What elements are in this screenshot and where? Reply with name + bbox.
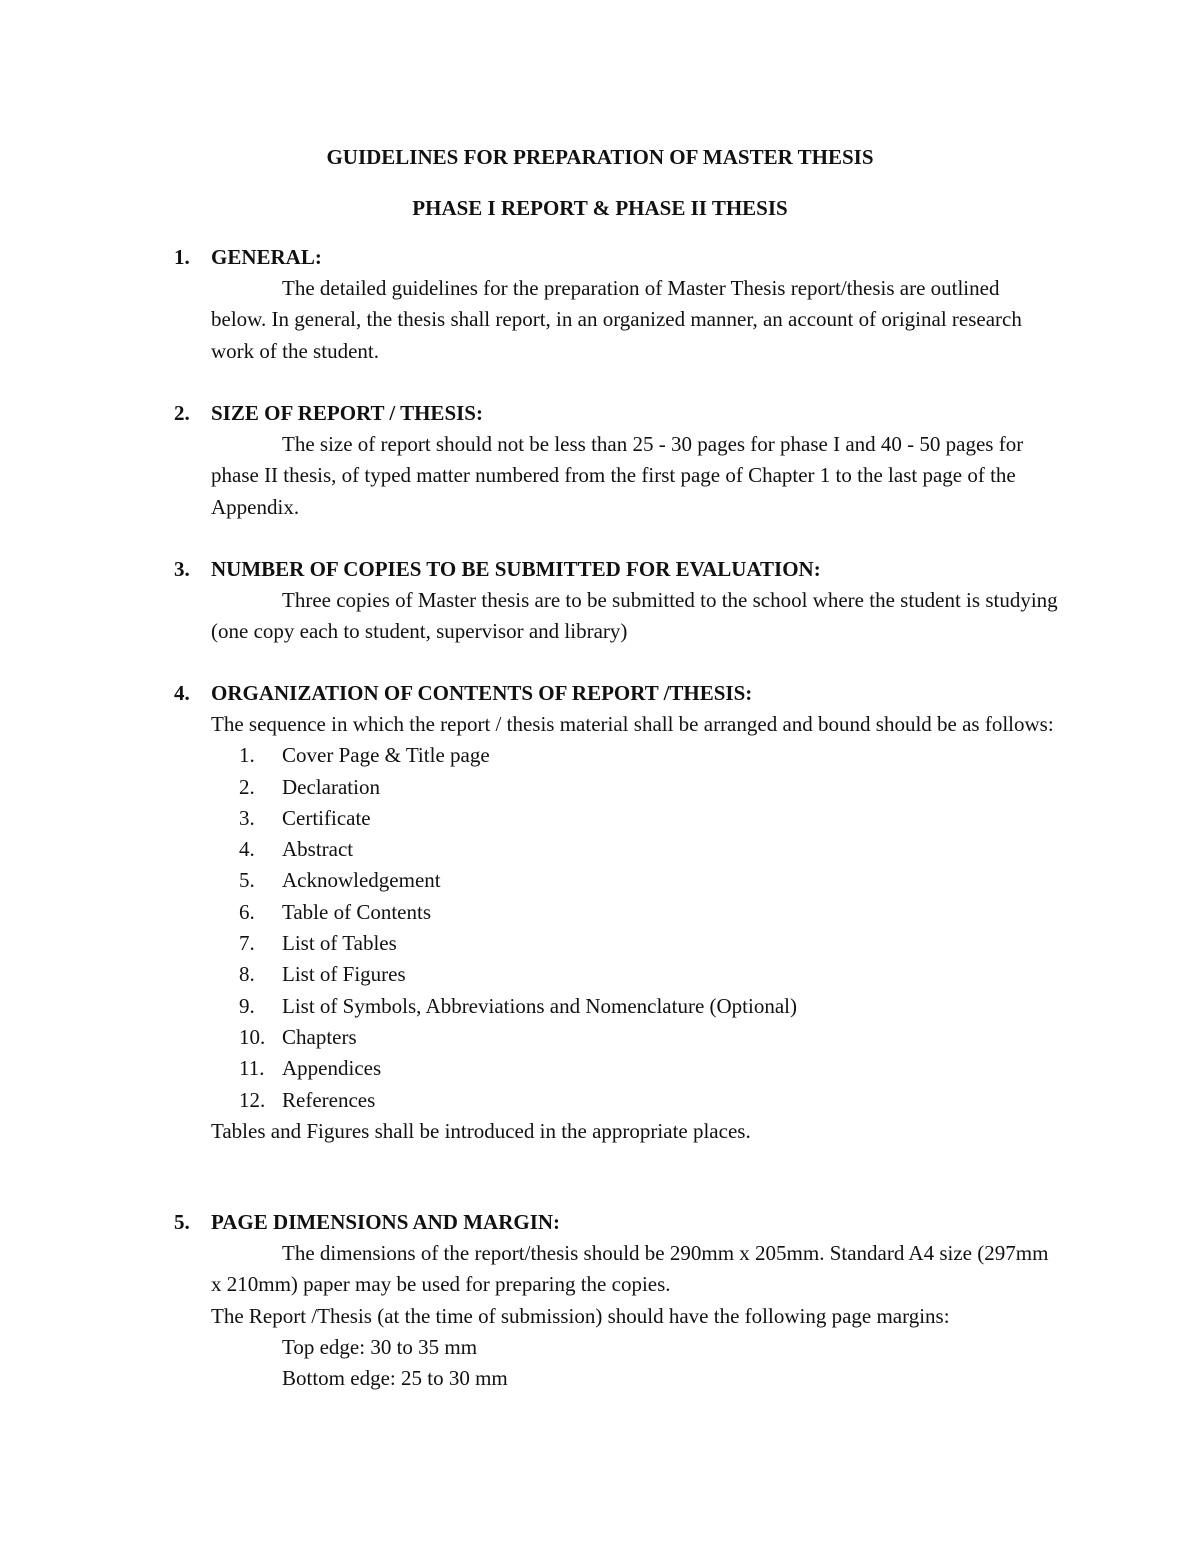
section-heading: [0, 554, 1200, 585]
list-label: References: [282, 1087, 376, 1112]
list-label: List of Symbols, Abbreviations and Nomenclature (Optional): [282, 993, 797, 1018]
section-intro: The sequence in which the report / thesis material shall be arranged and bound should be as follows:: [211, 712, 1054, 736]
section-outro: Tables and Figures shall be introduced in the appropriate places.: [211, 1118, 751, 1143]
list-number: 8.: [239, 962, 255, 987]
list-number: 4.: [239, 837, 255, 862]
list-item: [0, 865, 1200, 896]
section-title: GENERAL:: [211, 245, 322, 269]
section-number: 3.: [174, 557, 190, 581]
list-number: 7.: [239, 931, 255, 956]
section-heading: [0, 1207, 1200, 1238]
list-label: Abstract: [282, 837, 354, 862]
section-title: ORGANIZATION OF CONTENTS OF REPORT /THESIS:: [211, 681, 753, 705]
list-item: [0, 991, 1200, 1022]
section-title: NUMBER OF COPIES TO BE SUBMITTED FOR EVALUATION:: [211, 557, 821, 581]
list-item: [0, 959, 1200, 990]
list-number: 6.: [239, 899, 255, 924]
section-title: SIZE OF REPORT / THESIS:: [211, 401, 483, 425]
section-heading: [0, 242, 1200, 273]
list-number: 12.: [239, 1087, 266, 1112]
list-label: Certificate: [282, 805, 371, 830]
section-paragraph: The size of report should not be less than 25 - 30 pages for phase I and 40 - 50 pages for phase II thesis, of typed matter numbered from the first page of Chapter 1 to the last page of the Appendix.: [211, 432, 1024, 519]
list-item: [0, 772, 1200, 803]
list-item: [0, 803, 1200, 834]
margin-spec: [0, 1363, 1200, 1394]
section-number: 5.: [174, 1210, 190, 1234]
list-number: 3.: [239, 805, 255, 830]
list-label: List of Figures: [282, 962, 406, 987]
list-item: [0, 1053, 1200, 1084]
list-number: 1.: [239, 743, 255, 768]
list-number: 9.: [239, 993, 255, 1018]
section-number: 2.: [174, 401, 190, 425]
list-label: List of Tables: [282, 931, 397, 956]
list-number: 11.: [239, 1056, 265, 1081]
section-number: 4.: [174, 681, 190, 705]
list-label: Chapters: [282, 1024, 357, 1049]
list-item: [0, 740, 1200, 771]
list-number: 2.: [239, 774, 255, 799]
margin-spec-text: Bottom edge: 25 to 30 mm: [282, 1366, 508, 1391]
list-label: Cover Page & Title page: [282, 743, 490, 768]
section-paragraph: Three copies of Master thesis are to be submitted to the school where the student is studying (one copy each to student, supervisor and library): [211, 588, 1058, 644]
document-title: GUIDELINES FOR PREPARATION OF MASTER THESIS: [326, 145, 874, 169]
list-label: Declaration: [282, 774, 380, 799]
section-heading: [0, 398, 1200, 429]
list-item: [0, 928, 1200, 959]
contents-sequence-list: [0, 740, 1200, 1116]
list-label: Appendices: [282, 1056, 382, 1081]
margin-spec-text: Top edge: 30 to 35 mm: [282, 1334, 478, 1359]
list-label: Table of Contents: [282, 899, 431, 924]
section-size: [0, 398, 1200, 523]
section-paragraph: The Report /Thesis (at the time of submission) should have the following page margins:: [211, 1303, 950, 1328]
list-item: [0, 1085, 1200, 1116]
section-page-dimensions: [0, 1207, 1200, 1394]
margin-spec: [0, 1332, 1200, 1363]
list-item: [0, 897, 1200, 928]
list-item: [0, 1022, 1200, 1053]
document-subtitle: PHASE I REPORT & PHASE II THESIS: [412, 196, 788, 220]
list-label: Acknowledgement: [282, 868, 441, 893]
section-number: 1.: [174, 245, 190, 269]
section-general: [0, 242, 1200, 367]
list-number: 5.: [239, 868, 255, 893]
section-paragraph: The detailed guidelines for the preparation of Master Thesis report/thesis are outlined below. In general, the thesis shall report, in an organized manner, an account of original research work of the student.: [211, 276, 1022, 363]
section-heading: [0, 678, 1200, 709]
list-item: [0, 834, 1200, 865]
list-number: 10.: [239, 1024, 266, 1049]
section-copies: [0, 554, 1200, 648]
section-title: PAGE DIMENSIONS AND MARGIN:: [211, 1210, 561, 1234]
section-paragraph: The dimensions of the report/thesis should be 290mm x 205mm. Standard A4 size (297mm x 210mm) paper may be used for preparing the copies.: [211, 1241, 1049, 1297]
section-organization: [0, 678, 1200, 1147]
